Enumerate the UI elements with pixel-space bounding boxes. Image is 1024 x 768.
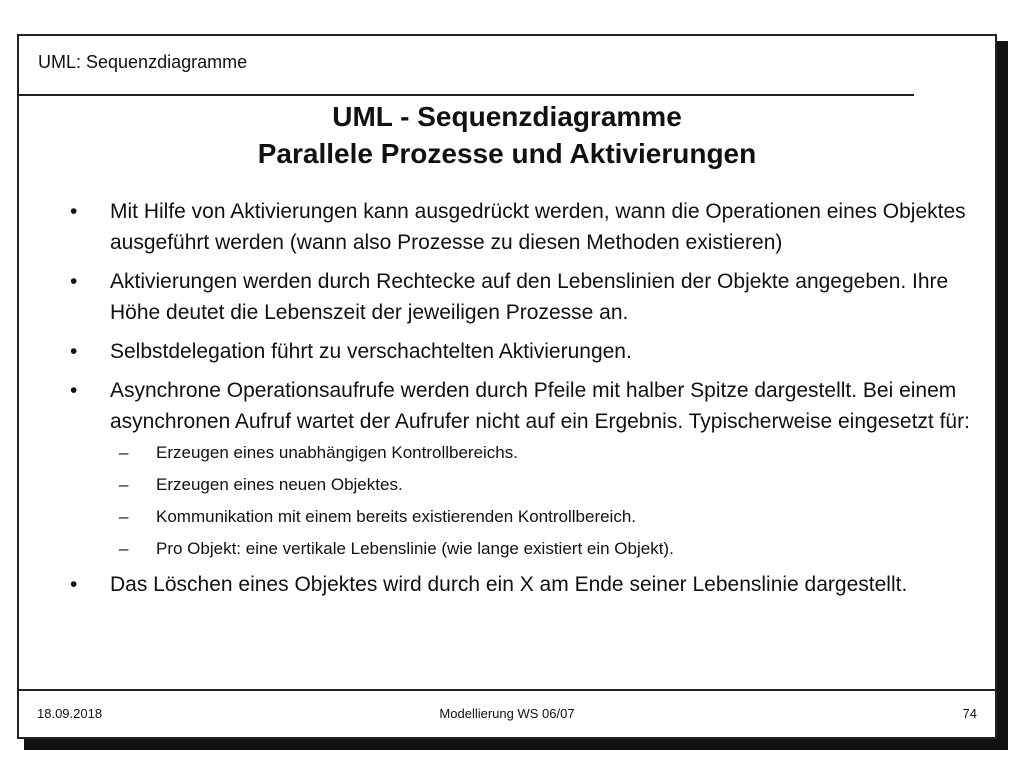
bullet-text: Asynchrone Operationsaufrufe werden durch Pfeile mit halber Spitze dargestellt. Bei einem asynchronen Aufruf wartet der Aufrufer nicht auf ein Ergebnis. Typischerweise eingesetzt für: [110, 379, 970, 433]
slide-title [19, 98, 995, 172]
bullet-item [67, 196, 977, 258]
bullet-mark: • [70, 573, 78, 596]
sub-item-text: Kommunikation mit einem bereits existierenden Kontrollbereich. [156, 507, 637, 526]
slide [17, 34, 997, 739]
title-line-1: UML - Sequenzdiagramme [332, 101, 682, 132]
bullet-item [67, 375, 977, 437]
sub-item-text: Erzeugen eines neuen Objektes. [156, 475, 403, 494]
footer-course: Modellierung WS 06/07 [439, 706, 575, 721]
dash-mark: – [119, 475, 129, 494]
bullet-text: Mit Hilfe von Aktivierungen kann ausgedrückt werden, wann die Operationen eines Objektes ausgeführt werden (wann also Prozesse zu diesen Methoden existieren) [110, 200, 966, 254]
sub-item [67, 537, 977, 560]
slide-header [19, 36, 914, 96]
bullet-mark: • [70, 340, 78, 363]
footer-date: 18.09.2018 [37, 706, 103, 721]
sub-item-text: Erzeugen eines unabhängigen Kontrollbereichs. [156, 443, 518, 462]
title-line-2: Parallele Prozesse und Aktivierungen [257, 138, 757, 169]
bullet-text: Aktivierungen werden durch Rechtecke auf den Lebenslinien der Objekte angegeben. Ihre Höhe deutet die Lebenszeit der jeweiligen Prozesse an. [110, 270, 949, 324]
dash-mark: – [119, 507, 129, 526]
bullet-item [67, 266, 977, 328]
slide-footer [19, 689, 995, 739]
bullet-item [67, 336, 977, 367]
sub-item [67, 441, 977, 464]
bullet-mark: • [70, 270, 78, 293]
header-text: UML: Sequenzdiagramme [38, 52, 248, 72]
sub-item [67, 473, 977, 496]
page-number: 74 [962, 706, 977, 721]
sub-item-text: Pro Objekt: eine vertikale Lebenslinie (wie lange existiert ein Objekt). [156, 539, 674, 558]
sub-item [67, 505, 977, 528]
bullet-mark: • [70, 379, 78, 402]
bullet-mark: • [70, 200, 78, 223]
dash-mark: – [119, 443, 129, 462]
slide-content [67, 196, 977, 608]
bullet-text: Selbstdelegation führt zu verschachtelten Aktivierungen. [110, 340, 632, 363]
bullet-text: Das Löschen eines Objektes wird durch ein X am Ende seiner Lebenslinie dargestellt. [110, 573, 908, 596]
dash-mark: – [119, 539, 129, 558]
sub-list [67, 441, 977, 560]
bullet-item [67, 569, 977, 600]
